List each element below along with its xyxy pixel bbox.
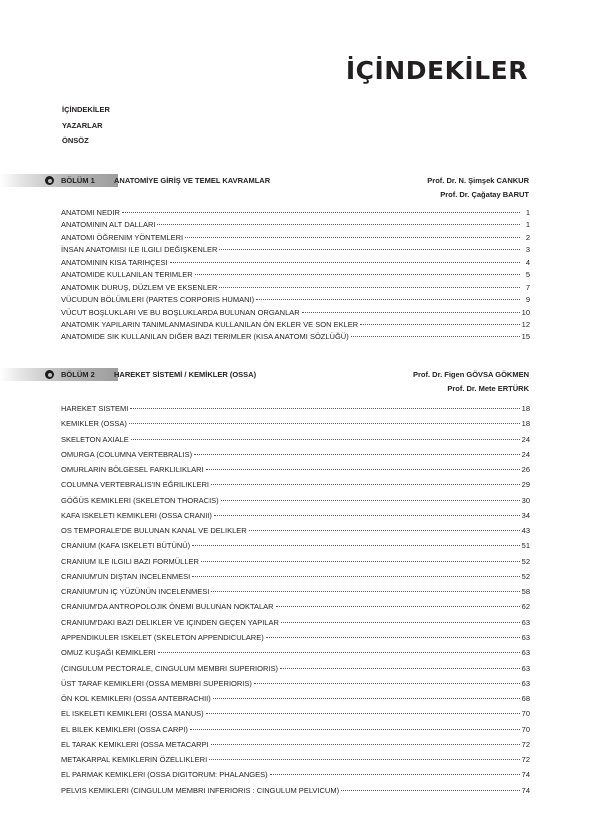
toc-entry-page-number: 63 [521,617,530,627]
toc-dot-leader [276,606,520,607]
toc-entry-page-number: 52 [521,571,530,581]
toc-entry[interactable] [61,569,530,584]
toc-entry-label: METAKARPAL KEMIKLERIN ÖZELLIKLERI [61,755,208,765]
toc-entry-page-number: 2 [525,232,530,242]
toc-entry-label: ANATOMIDE KULLANILAN TERIMLER [61,270,193,280]
toc-dot-leader [170,262,520,263]
toc-entry-label: VÜCUT BOŞLUKLARI VE BU BOŞLUKLARDA BULUNAN ORGANLAR [61,307,300,317]
toc-entry-label: KAFA ISKELETI KEMIKLERI (OSSA CRANII) [61,510,212,520]
toc-entry[interactable] [61,416,530,431]
toc-entry[interactable] [61,554,530,569]
toc-dot-leader [129,423,520,424]
chapter-1-title[interactable]: ANATOMİYE GİRİŞ VE TEMEL KAVRAMLAR [114,176,271,185]
toc-entry[interactable] [61,447,530,462]
toc-entry-label: (CINGULUM PECTORALE, CINGULUM MEMBRI SUPERIORIS) [61,663,278,673]
toc-entry-label: HAREKET SISTEMI [61,404,129,413]
toc-entry-page-number: 72 [521,755,530,765]
toc-entry[interactable] [61,207,530,219]
chapter-2-author-2: Prof. Dr. Mete ERTÜRK [447,384,529,393]
toc-dot-leader [158,652,520,653]
toc-entry[interactable] [61,294,530,306]
toc-entry[interactable] [61,706,530,721]
toc-entry-label: ANATOMININ ALT DALLARI [61,220,156,230]
toc-dot-leader [219,287,520,288]
toc-entry[interactable] [61,401,530,416]
toc-entry[interactable] [61,645,530,660]
chapter-1-authors [427,174,529,202]
toc-entry-label: EL ISKELETI KEMIKLERI (OSSA MANUS) [61,709,204,719]
front-matter-item-authors[interactable]: YAZARLAR [62,120,103,130]
toc-dot-leader [219,249,520,250]
toc-dot-leader [130,408,519,409]
toc-entry[interactable] [61,752,530,767]
toc-entry-page-number: 68 [521,694,530,704]
toc-entry-label: KEMIKLER (OSSA) [61,419,127,429]
toc-entry[interactable] [61,767,530,782]
toc-entry[interactable] [61,661,530,676]
toc-dot-leader [157,224,520,225]
toc-entry-label: ÜST TARAF KEMIKLERI (OSSA MEMBRI SUPERIORIS) [61,678,252,688]
toc-entry-page-number: 4 [525,257,530,267]
toc-entry[interactable] [61,630,530,645]
front-matter-list [62,102,110,149]
chapter-1-bullet-icon [45,176,54,185]
chapter-1-author-2: Prof. Dr. Çağatay BARUT [440,190,529,199]
toc-entry[interactable] [61,462,530,477]
toc-entry-page-number: 58 [521,587,530,597]
toc-dot-leader [249,530,520,531]
toc-entry[interactable] [61,244,530,256]
toc-dot-leader [360,324,519,325]
toc-entry-page-number: 9 [525,295,530,305]
toc-dot-leader [195,274,520,275]
toc-entry[interactable] [61,584,530,599]
toc-entry[interactable] [61,737,530,752]
toc-entry-page-number: 74 [521,770,530,780]
toc-entry-label: EL PARMAK KEMIKLERI (OSSA DIGITORUM: PHALANGES) [61,770,268,780]
toc-entry-page-number: 62 [521,602,530,612]
toc-dot-leader [131,439,520,440]
toc-entry-page-number: 10 [521,307,530,317]
toc-dot-leader [214,515,520,516]
page-title: İÇİNDEKİLER [345,56,528,85]
toc-entry[interactable] [61,319,530,331]
toc-entry-page-number: 63 [521,663,530,673]
toc-entry-label: CRANIUM (KAFA ISKELETI BÜTÜNÜ) [61,541,191,551]
toc-entry[interactable] [61,493,530,508]
toc-dot-leader [266,637,520,638]
toc-dot-leader [351,336,520,337]
toc-entry-label: CRANIUM'DA ANTROPOLOJIK ÖNEMI BULUNAN NOKTALAR [61,602,274,612]
toc-dot-leader [192,545,519,546]
chapter-1-number: BÖLÜM 1 [61,176,95,185]
front-matter-item-contents[interactable]: İÇİNDEKİLER [62,105,110,114]
toc-dot-leader [206,469,520,470]
toc-entry-page-number: 18 [521,404,530,413]
toc-dot-leader [209,759,520,760]
toc-entry-page-number: 30 [521,495,530,505]
toc-entry-page-number: 3 [525,245,530,255]
toc-dot-leader [341,790,520,791]
toc-entry-page-number: 70 [521,709,530,719]
chapter-1-author-1: Prof. Dr. N. Şimşek CANKUR [427,176,529,185]
toc-dot-leader [211,484,520,485]
toc-entry-label: ANATOMIK YAPILARIN TANIMLANMASINDA KULLANILAN ÖN EKLER VE SON EKLER [61,319,359,329]
toc-entry-label: OS TEMPORALE'DE BULUNAN KANAL VE DELIKLER [61,526,247,536]
toc-entry-label: VÜCUDUN BÖLÜMLERI (PARTES CORPORIS HUMANI) [61,295,255,305]
toc-entry-page-number: 63 [521,678,530,688]
toc-entry-label: COLUMNA VERTEBRALIS'IN EĞRILIKLERI [61,480,210,490]
toc-entry[interactable] [61,257,530,269]
toc-entry[interactable] [61,331,530,343]
toc-entry-page-number: 52 [521,556,530,566]
toc-entry[interactable] [61,783,530,798]
toc-dot-leader [221,500,520,501]
toc-entry-page-number: 12 [521,319,530,329]
chapter-2-authors [413,368,529,396]
toc-entry-label: CRANIUM ILE ILGILI BAZI FORMÜLLER [61,556,199,566]
toc-entry-label: ANATOMI NEDIR [61,208,120,217]
toc-entry[interactable] [61,599,530,614]
toc-entry-page-number: 29 [521,480,530,490]
toc-entry-label: ANATOMIDE SIK KULLANILAN DIĞER BAZI TERIMLER (KISA ANATOMI SÖZLÜĞÜ) [61,332,349,342]
toc-entry-page-number: 1 [525,220,530,230]
toc-entry-label: EL BILEK KEMIKLERI (OSSA CARPI) [61,724,188,734]
toc-entry[interactable] [61,232,530,244]
toc-dot-leader [211,591,519,592]
toc-entry-label: OMURGA (COLUMNA VERTEBRALIS) [61,449,193,459]
chapter-2-entry-list [61,401,530,798]
toc-entry-page-number: 24 [521,449,530,459]
toc-entry-label: APPENDIKULER ISKELET (SKELETON APPENDICULARE) [61,632,264,642]
toc-entry-page-number: 24 [521,434,530,444]
front-matter-item-preface[interactable]: ÖNSÖZ [62,136,89,145]
toc-dot-leader [201,561,520,562]
toc-entry-label: İNSAN ANATOMISI ILE ILGILI DEĞIŞKENLER [61,245,218,255]
toc-entry-label: ÖN KOL KEMIKLERI (OSSA ANTEBRACHII) [61,694,211,704]
toc-entry-label: OMURLARIN BÖLGESEL FARKLILIKLARI [61,465,204,475]
toc-entry-page-number: 7 [525,282,530,292]
toc-dot-leader [211,744,520,745]
toc-entry-label: CRANIUM'DAKI BAZI DELIKLER VE IÇINDEN GEÇEN YAPILAR [61,617,279,627]
toc-entry-page-number: 51 [521,541,530,551]
toc-entry-page-number: 70 [521,724,530,734]
toc-entry-page-number: 63 [521,648,530,658]
toc-entry[interactable] [61,508,530,523]
toc-dot-leader [194,454,520,455]
chapter-1-entry-list [61,207,530,344]
toc-dot-leader [302,312,520,313]
toc-dot-leader [190,729,520,730]
toc-entry-page-number: 5 [525,270,530,280]
toc-entry-page-number: 15 [521,332,530,342]
toc-dot-leader [256,299,520,300]
toc-entry[interactable] [61,282,530,294]
toc-entry[interactable] [61,477,530,492]
toc-entry-page-number: 34 [521,510,530,520]
toc-entry-label: EL TARAK KEMIKLERI (OSSA METACARPI [61,739,209,749]
chapter-2-bullet-icon [45,370,54,379]
toc-entry-label: PELVIS KEMIKLERI (CINGULUM MEMBRI INFERIORIS : CINGULUM PELVICUM) [61,785,340,795]
toc-entry-page-number: 72 [521,739,530,749]
toc-dot-leader [122,212,520,213]
chapter-2-number: BÖLÜM 2 [61,370,95,379]
toc-entry-page-number: 26 [521,465,530,475]
toc-dot-leader [213,698,520,699]
chapter-1-tab-bar [0,174,118,187]
toc-entry-page-number: 74 [521,785,530,795]
toc-entry[interactable] [61,538,530,553]
toc-entry[interactable] [61,269,530,281]
toc-entry[interactable] [61,676,530,691]
toc-entry[interactable] [61,219,530,231]
toc-entry-page-number: 43 [521,526,530,536]
toc-entry-label: OMUZ KUŞAĞI KEMIKLERI [61,648,156,658]
toc-entry-page-number: 18 [521,419,530,429]
toc-entry-label: CRANIUM'UN DIŞTAN INCELENMESI [61,571,191,581]
toc-entry-label: ANATOMININ KISA TARIHÇESI [61,257,168,267]
toc-entry-label: ANATOMI ÖĞRENIM YÖNTEMLERI [61,232,184,242]
toc-entry[interactable] [61,523,530,538]
toc-dot-leader [281,622,520,623]
chapter-2-author-1: Prof. Dr. Figen GÖVSA GÖKMEN [413,370,529,379]
toc-entry-page-number: 1 [525,208,530,217]
toc-entry-label: ANATOMIK DURUŞ, DÜZLEM VE EKSENLER [61,282,218,292]
toc-entry[interactable] [61,615,530,630]
toc-dot-leader [280,668,520,669]
toc-dot-leader [206,713,520,714]
toc-entry[interactable] [61,722,530,737]
toc-entry-page-number: 63 [521,632,530,642]
toc-entry-label: GÖĞÜS KEMIKLERI (SKELETON THORACIS) [61,495,219,505]
toc-entry[interactable] [61,432,530,447]
toc-entry-label: SKELETON AXIALE [61,434,129,444]
toc-dot-leader [192,576,519,577]
chapter-2-title[interactable]: HAREKET SİSTEMİ / KEMİKLER (OSSA) [114,370,257,379]
toc-entry[interactable] [61,691,530,706]
toc-entry[interactable] [61,307,530,319]
toc-dot-leader [270,774,520,775]
toc-dot-leader [185,237,520,238]
toc-entry-label: CRANIUM'UN IÇ YÜZÜNÜN INCELENMESI [61,587,210,597]
toc-dot-leader [254,683,520,684]
chapter-2-tab-bar [0,368,118,381]
